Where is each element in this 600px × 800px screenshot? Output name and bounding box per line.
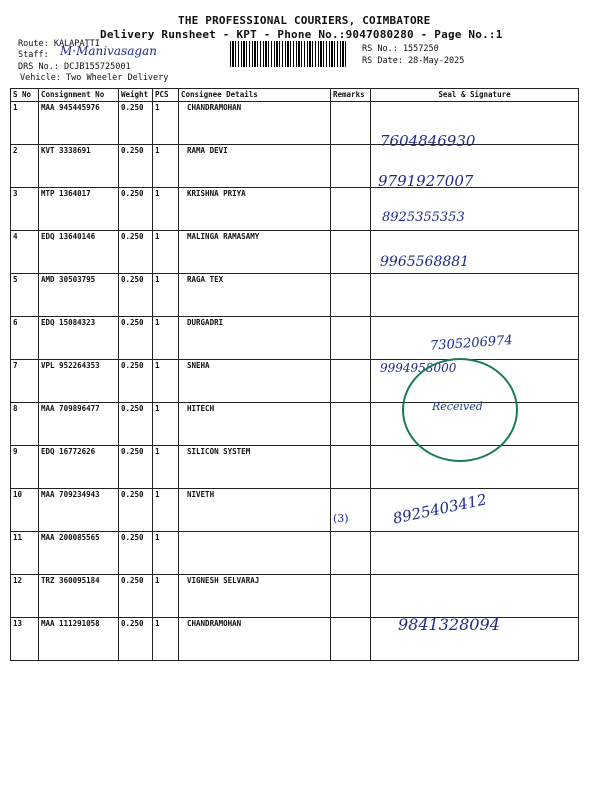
cell-consignment: MTP 1364017 xyxy=(39,188,119,231)
cell-consignee: NIVETH xyxy=(179,489,331,532)
cell-consignee: CHANDRAMOHAN xyxy=(179,618,331,661)
cell-sno: 1 xyxy=(11,102,39,145)
rs-number: RS No.: 1557250 xyxy=(362,44,439,54)
staff-label: Staff: xyxy=(18,50,49,60)
table-row xyxy=(11,231,579,274)
cell-pcs: 1 xyxy=(153,231,179,274)
cell-pcs: 1 xyxy=(153,188,179,231)
cell-remarks xyxy=(331,145,371,188)
cell-consignment: EDQ 13640146 xyxy=(39,231,119,274)
cell-seal-signature xyxy=(371,575,579,618)
col-seal-signature: Seal & Signature xyxy=(371,89,579,102)
cell-consignee: VIGNESH SELVARAJ xyxy=(179,575,331,618)
cell-consignment: VPL 952264353 xyxy=(39,360,119,403)
cell-consignment: MAA 709896477 xyxy=(39,403,119,446)
cell-remarks xyxy=(331,446,371,489)
cell-consignment: KVT 3338691 xyxy=(39,145,119,188)
cell-pcs: 1 xyxy=(153,532,179,575)
cell-remarks xyxy=(331,575,371,618)
handwritten-phone: 7604846930 xyxy=(380,132,476,150)
handwritten-phone: 9994958000 xyxy=(380,361,457,375)
cell-consignee: HITECH xyxy=(179,403,331,446)
barcode-image xyxy=(230,41,348,67)
cell-weight: 0.250 xyxy=(119,403,153,446)
cell-weight: 0.250 xyxy=(119,575,153,618)
handwritten-phone: 9791927007 xyxy=(378,172,474,190)
handwritten-phone: 8925403412 xyxy=(391,490,489,528)
cell-sno: 11 xyxy=(11,532,39,575)
cell-remarks xyxy=(331,360,371,403)
col-remarks: Remarks xyxy=(331,89,371,102)
cell-sno: 13 xyxy=(11,618,39,661)
cell-consignee: RAGA TEX xyxy=(179,274,331,317)
cell-remarks xyxy=(331,102,371,145)
cell-consignee: SILICON SYSTEM xyxy=(179,446,331,489)
table-row xyxy=(11,532,579,575)
handwritten-phone: 9965568881 xyxy=(380,254,470,270)
cell-weight: 0.250 xyxy=(119,446,153,489)
cell-consignee: DURGADRI xyxy=(179,317,331,360)
cell-weight: 0.250 xyxy=(119,102,153,145)
cell-pcs: 1 xyxy=(153,145,179,188)
cell-weight: 0.250 xyxy=(119,274,153,317)
cell-weight: 0.250 xyxy=(119,231,153,274)
company-stamp xyxy=(402,358,518,462)
handwritten-phone: 9841328094 xyxy=(398,615,500,634)
staff-signature: M·Manivasagan xyxy=(60,44,157,58)
cell-remarks xyxy=(331,403,371,446)
company-title: THE PROFESSIONAL COURIERS, COIMBATORE xyxy=(178,14,431,27)
vehicle-text: Vehicle: Two Wheeler Delivery xyxy=(20,73,169,83)
stamp-text: Received xyxy=(432,400,483,413)
cell-seal-signature xyxy=(371,532,579,575)
cell-sno: 8 xyxy=(11,403,39,446)
cell-pcs: 1 xyxy=(153,274,179,317)
cell-remarks xyxy=(331,532,371,575)
cell-consignee: CHANDRAMOHAN xyxy=(179,102,331,145)
cell-sno: 10 xyxy=(11,489,39,532)
remarks-mark: (3) xyxy=(333,512,349,525)
cell-pcs: 1 xyxy=(153,489,179,532)
cell-consignment: MAA 200085565 xyxy=(39,532,119,575)
col-consignee: Consignee Details xyxy=(179,89,331,102)
cell-remarks xyxy=(331,231,371,274)
cell-consignment: MAA 111291058 xyxy=(39,618,119,661)
runsheet-subtitle: Delivery Runsheet - KPT - Phone No.:9047080280 - Page No.:1 xyxy=(100,28,503,41)
cell-consignment: MAA 945445976 xyxy=(39,102,119,145)
route-text: Route: KALAPATTI xyxy=(18,39,100,49)
table-header-row xyxy=(11,89,579,102)
cell-consignee xyxy=(179,532,331,575)
handwritten-phone: 7305206974 xyxy=(429,333,514,354)
cell-sno: 9 xyxy=(11,446,39,489)
cell-sno: 3 xyxy=(11,188,39,231)
cell-consignee: MALINGA RAMASAMY xyxy=(179,231,331,274)
table-row xyxy=(11,575,579,618)
drs-number: DRS No.: DCJB155725001 xyxy=(18,62,131,72)
cell-sno: 5 xyxy=(11,274,39,317)
cell-pcs: 1 xyxy=(153,446,179,489)
cell-consignment: EDQ 15084323 xyxy=(39,317,119,360)
cell-sno: 6 xyxy=(11,317,39,360)
cell-weight: 0.250 xyxy=(119,188,153,231)
cell-weight: 0.250 xyxy=(119,317,153,360)
cell-remarks xyxy=(331,489,371,532)
table-row xyxy=(11,274,579,317)
col-sno: S No xyxy=(11,89,39,102)
cell-pcs: 1 xyxy=(153,360,179,403)
cell-pcs: 1 xyxy=(153,618,179,661)
col-consignment: Consignment No xyxy=(39,89,119,102)
rs-date: RS Date: 28-May-2025 xyxy=(362,56,465,66)
cell-sno: 2 xyxy=(11,145,39,188)
cell-remarks xyxy=(331,274,371,317)
col-pcs: PCS xyxy=(153,89,179,102)
cell-sno: 4 xyxy=(11,231,39,274)
cell-pcs: 1 xyxy=(153,403,179,446)
cell-sno: 7 xyxy=(11,360,39,403)
cell-pcs: 1 xyxy=(153,575,179,618)
table-row xyxy=(11,188,579,231)
cell-consignment: EDQ 16772626 xyxy=(39,446,119,489)
cell-weight: 0.250 xyxy=(119,489,153,532)
table-row xyxy=(11,145,579,188)
cell-sno: 12 xyxy=(11,575,39,618)
cell-consignee: KRISHNA PRIYA xyxy=(179,188,331,231)
cell-consignee: RAMA DEVI xyxy=(179,145,331,188)
cell-pcs: 1 xyxy=(153,317,179,360)
cell-remarks xyxy=(331,618,371,661)
cell-seal-signature xyxy=(371,274,579,317)
table-row xyxy=(11,489,579,532)
cell-weight: 0.250 xyxy=(119,618,153,661)
cell-remarks xyxy=(331,317,371,360)
cell-consignee: SNEHA xyxy=(179,360,331,403)
cell-weight: 0.250 xyxy=(119,360,153,403)
cell-consignment: MAA 709234943 xyxy=(39,489,119,532)
col-weight: Weight xyxy=(119,89,153,102)
cell-pcs: 1 xyxy=(153,102,179,145)
handwritten-phone: 8925355353 xyxy=(382,210,465,225)
table-row xyxy=(11,102,579,145)
cell-remarks xyxy=(331,188,371,231)
cell-weight: 0.250 xyxy=(119,145,153,188)
cell-weight: 0.250 xyxy=(119,532,153,575)
cell-consignment: TRZ 360095184 xyxy=(39,575,119,618)
cell-consignment: AMD 30503795 xyxy=(39,274,119,317)
